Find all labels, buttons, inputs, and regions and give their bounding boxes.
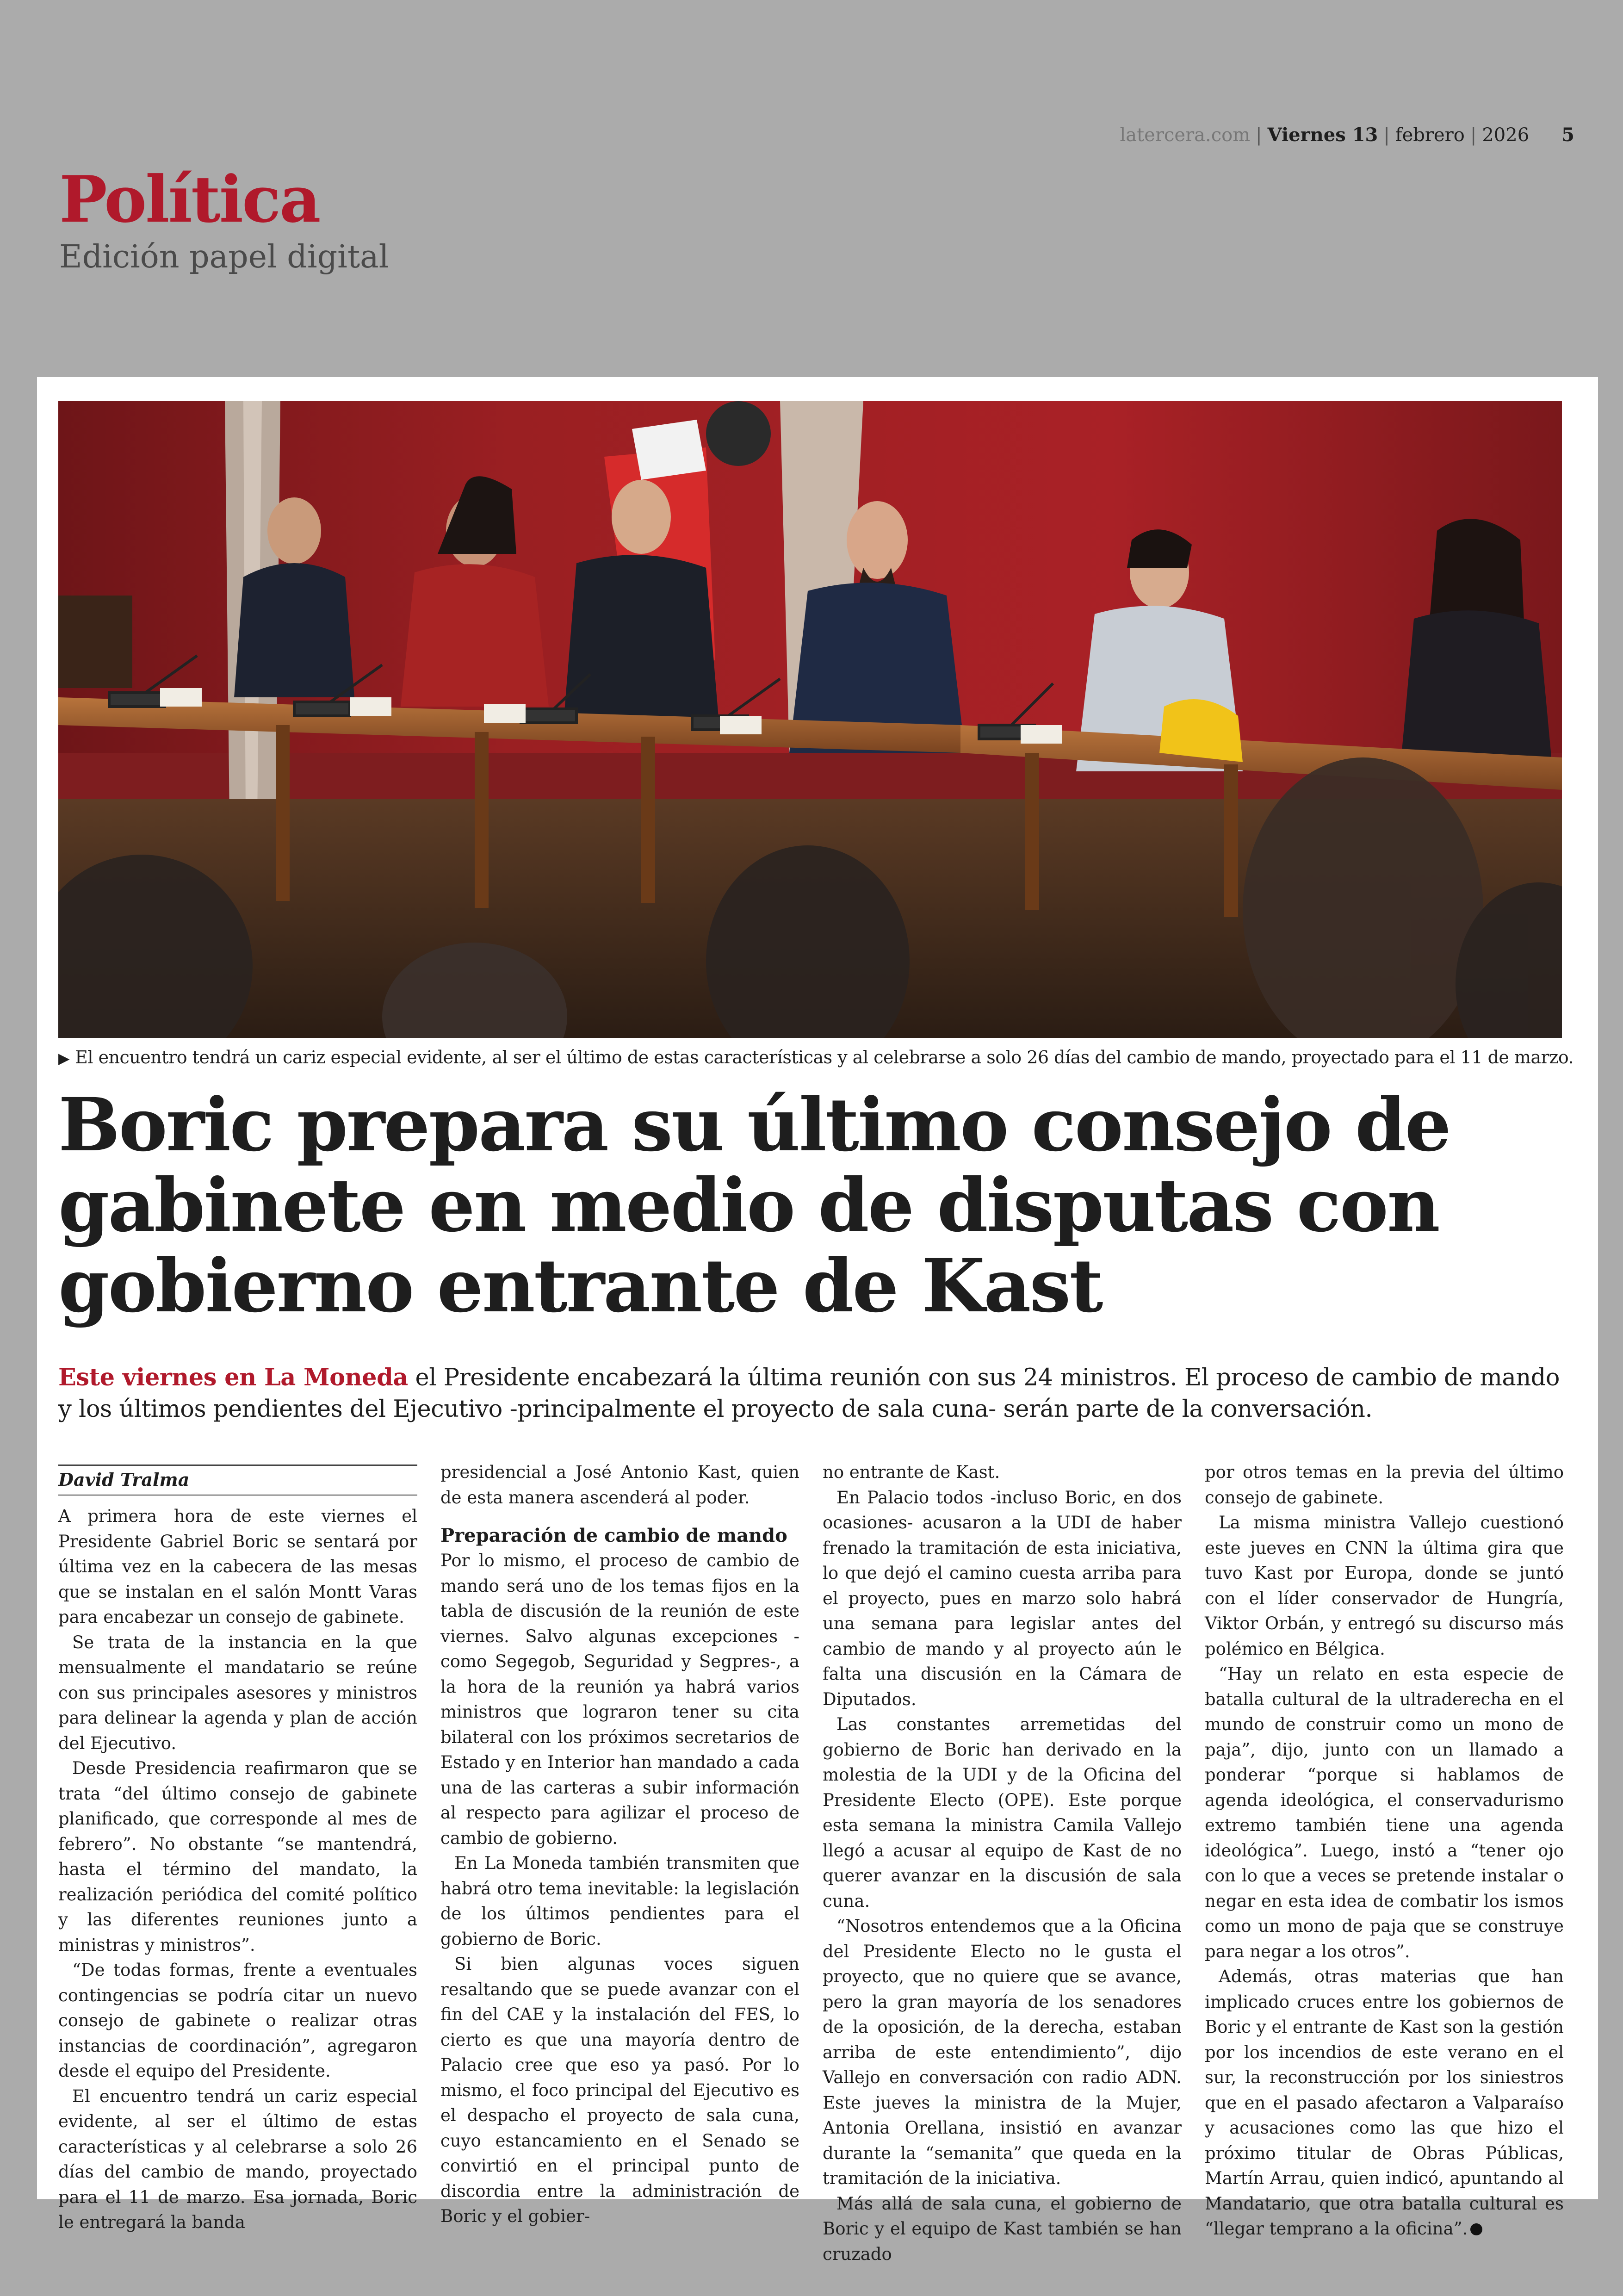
- paragraph: Si bien algunas voces siguen resaltando que se puede avanzar con el fin del CAE y la instalación del FES, lo cierto es que una mayoría dentro de Palacio cree que eso ya pasó. Por lo mismo, el foco principal del Ejecutivo es el despacho el proyecto de sala cuna, cuyo estancamiento en el Senado se convirtió en el principal punto de discordia entre la administración de Boric y el gobier-: [440, 1954, 799, 2226]
- paragraph: no entrante de Kast.: [823, 1462, 1000, 1482]
- paragraph: Las constantes arremetidas del gobierno de Boric han derivado en la molestia de la UDI y de la Oficina del Presidente Electo (OPE). Este porque esta semana la ministra Camila Vallejo llegó a acusar al equipo de Kast de no querer avanzar en la discusión de sala cuna.: [823, 1714, 1182, 1911]
- paragraph: Desde Presidencia reafirmaron que se trata “del último consejo de gabinete planificado, que corresponde al mes de febrero”. No obstante “se mantendrá, hasta el término del mandato, la realización periódica del comité político y las diferentes reuniones junto a ministras y ministros”.: [58, 1758, 417, 1955]
- paragraph: En La Moneda también transmiten que habrá otro tema inevitable: la legislación de los últimos pendientes para el gobierno de Boric.: [440, 1853, 799, 1949]
- paragraph: por otros temas en la previa del último consejo de gabinete.: [1205, 1462, 1564, 1508]
- folio-year: 2026: [1482, 124, 1530, 146]
- paragraph: “De todas formas, frente a eventuales contingencias se podría citar un nuevo consejo de gabinete o realizar otras instancias de coordinación”, agregaron desde el equipo del Presidente.: [58, 1960, 417, 2081]
- article-headline: [58, 1082, 1585, 1329]
- paragraph: El encuentro tendrá un cariz especial evidente, al ser el último de estas características y al celebrarse a solo 26 días del cambio de mando, proyectado para el 11 de marzo. Esa jornada, Boric le entregará la banda: [58, 2086, 417, 2232]
- deck-line: [58, 1362, 1580, 1394]
- headline-line: gabinete en medio de disputas con: [58, 1163, 1439, 1248]
- paragraph: Más allá de sala cuna, el gobierno de Boric y el equipo de Kast también se han cruzado: [823, 2193, 1182, 2264]
- paragraph: “Hay un relato en esta especie de batalla cultural de la ultraderecha en el mundo de construir como un mono de paja”, dijo, junto con un llamado a ponderar “porque si hablamos de agenda ideológica, el conservadurismo extremo también tiene una agenda ideológica”. Luego, instó a “tener ojo con lo que a veces se pretende instalar o negar en esta idea de combatir los ismos como un mono de paja que se construye para negar a los otros”.: [1205, 1664, 1564, 1961]
- article-column-1: [58, 1464, 417, 2235]
- paragraph: En Palacio todos -incluso Boric, en dos ocasiones- acusaron a la UDI de haber frenado la tramitación de esta iniciativa, lo que dejó el camino cuesta arriba para el proyecto, pues en marzo solo habrá una semana para legislar antes del cambio de mando y al proyecto aún le falta una discusión en la Cámara de Diputados.: [823, 1487, 1182, 1709]
- headline-line: gobierno entrante de Kast: [58, 1243, 1102, 1329]
- folio-separator: |: [1383, 124, 1390, 146]
- paragraph-text: Además, otras materias que han implicado cruces entre los gobiernos de Boric y el entrante de Kast son la gestión por los incendios de este verano en el sur, la reconstrucción por los siniestros que en el pasado afectaron a Valparaíso y acusaciones como las que hizo el próximo titular de Obras Públicas, Martín Arrau, quien indicó, apuntando al Mandatario, que otra batalla cultural es “llegar temprano a la oficina”.: [1205, 1967, 1564, 2239]
- deck-line: y los últimos pendientes del Ejecutivo -principalmente el proyecto de sala cuna- serán parte de la conversación.: [58, 1396, 1373, 1423]
- page-folio: [1120, 124, 1574, 146]
- article-column-3: [823, 1460, 1182, 2267]
- page-number: 5: [1561, 124, 1574, 146]
- coat-of-arms: [706, 401, 771, 466]
- end-of-article-icon: [1470, 2223, 1482, 2235]
- folio-day: Viernes 13: [1267, 124, 1378, 146]
- paragraph: presidencial a José Antonio Kast, quien de esta manera ascenderá al poder.: [440, 1462, 799, 1508]
- subheading: Preparación de cambio de mando: [440, 1525, 787, 1546]
- paragraph: [1205, 1964, 1564, 2242]
- section-title: Política: [59, 161, 320, 237]
- article-deck: [58, 1362, 1580, 1425]
- byline: David Tralma: [58, 1464, 417, 1496]
- site-name: latercera.com: [1120, 124, 1251, 146]
- folio-month: febrero: [1395, 124, 1465, 146]
- section-subtitle: Edición papel digital: [59, 239, 389, 275]
- deck-text: el Presidente encabezará la última reunión con sus 24 ministros. El proceso de cambio de mando: [408, 1364, 1560, 1391]
- paragraph: Se trata de la instancia en la que mensualmente el mandatario se reúne con sus principales asesores y ministros para delinear la agenda y plan de acción del Ejecutivo.: [58, 1632, 417, 1753]
- paragraph: Por lo mismo, el proceso de cambio de mando será uno de los temas fijos en la tabla de discusión de la reunión de este viernes. Salvo algunas excepciones -como Segegob, Seguridad y Segpres-, a la hora de la reunión ya habrá varios ministros que lograron tener su cita bilateral con los próximos secretarios de Estado y en Interior han mandado a cada una de las carteras a subir información al respecto para agilizar el proceso de cambio de gobierno.: [440, 1551, 799, 1848]
- deck-kicker: Este viernes en La Moneda: [58, 1364, 408, 1391]
- article-photo: [58, 401, 1562, 1038]
- folio-separator: |: [1470, 124, 1477, 146]
- paragraph: A primera hora de este viernes el Presidente Gabriel Boric se sentará por última vez en la cabecera de las mesas que se instalan en el salón Montt Varas para encabezar un consejo de gabinete.: [58, 1506, 417, 1627]
- folio-separator: |: [1256, 124, 1262, 146]
- wall-cabinet: [58, 596, 132, 688]
- paragraph: “Nosotros entendemos que a la Oficina del Presidente Electo no le gusta el proyecto, que no quiere que se avance, pero la gran mayoría de los senadores de la oposición, de la derecha, estaban arriba de este entendimiento”, dijo Vallejo en conversación con radio ADN. Este jueves la ministra de la Mujer, Antonia Orellana, insistió en avanzar durante la “semanita” que queda en la tramitación de la iniciativa.: [823, 1916, 1182, 2188]
- photo-caption: [58, 1047, 1580, 1067]
- caption-text: El encuentro tendrá un cariz especial evidente, al ser el último de estas características y al celebrarse a solo 26 días del cambio de mando, proyectado para el 11 de marzo.: [75, 1047, 1574, 1067]
- caption-arrow-icon: ▶: [58, 1049, 70, 1067]
- article-sheet: [37, 377, 1598, 2264]
- paragraph: La misma ministra Vallejo cuestionó este jueves en CNN la última gira que tuvo Kast por Europa, donde se juntó con el líder conservador de Hungría, Viktor Orbán, y entregó su discurso más polémico en Bélgica.: [1205, 1513, 1564, 1659]
- chilean-flag: [632, 420, 706, 480]
- headline-line: Boric prepara su último consejo de: [58, 1082, 1450, 1168]
- article-column-4: [1205, 1460, 1564, 2242]
- cabinet-meeting-photo: [58, 401, 1562, 1038]
- article-column-2: [440, 1460, 799, 2229]
